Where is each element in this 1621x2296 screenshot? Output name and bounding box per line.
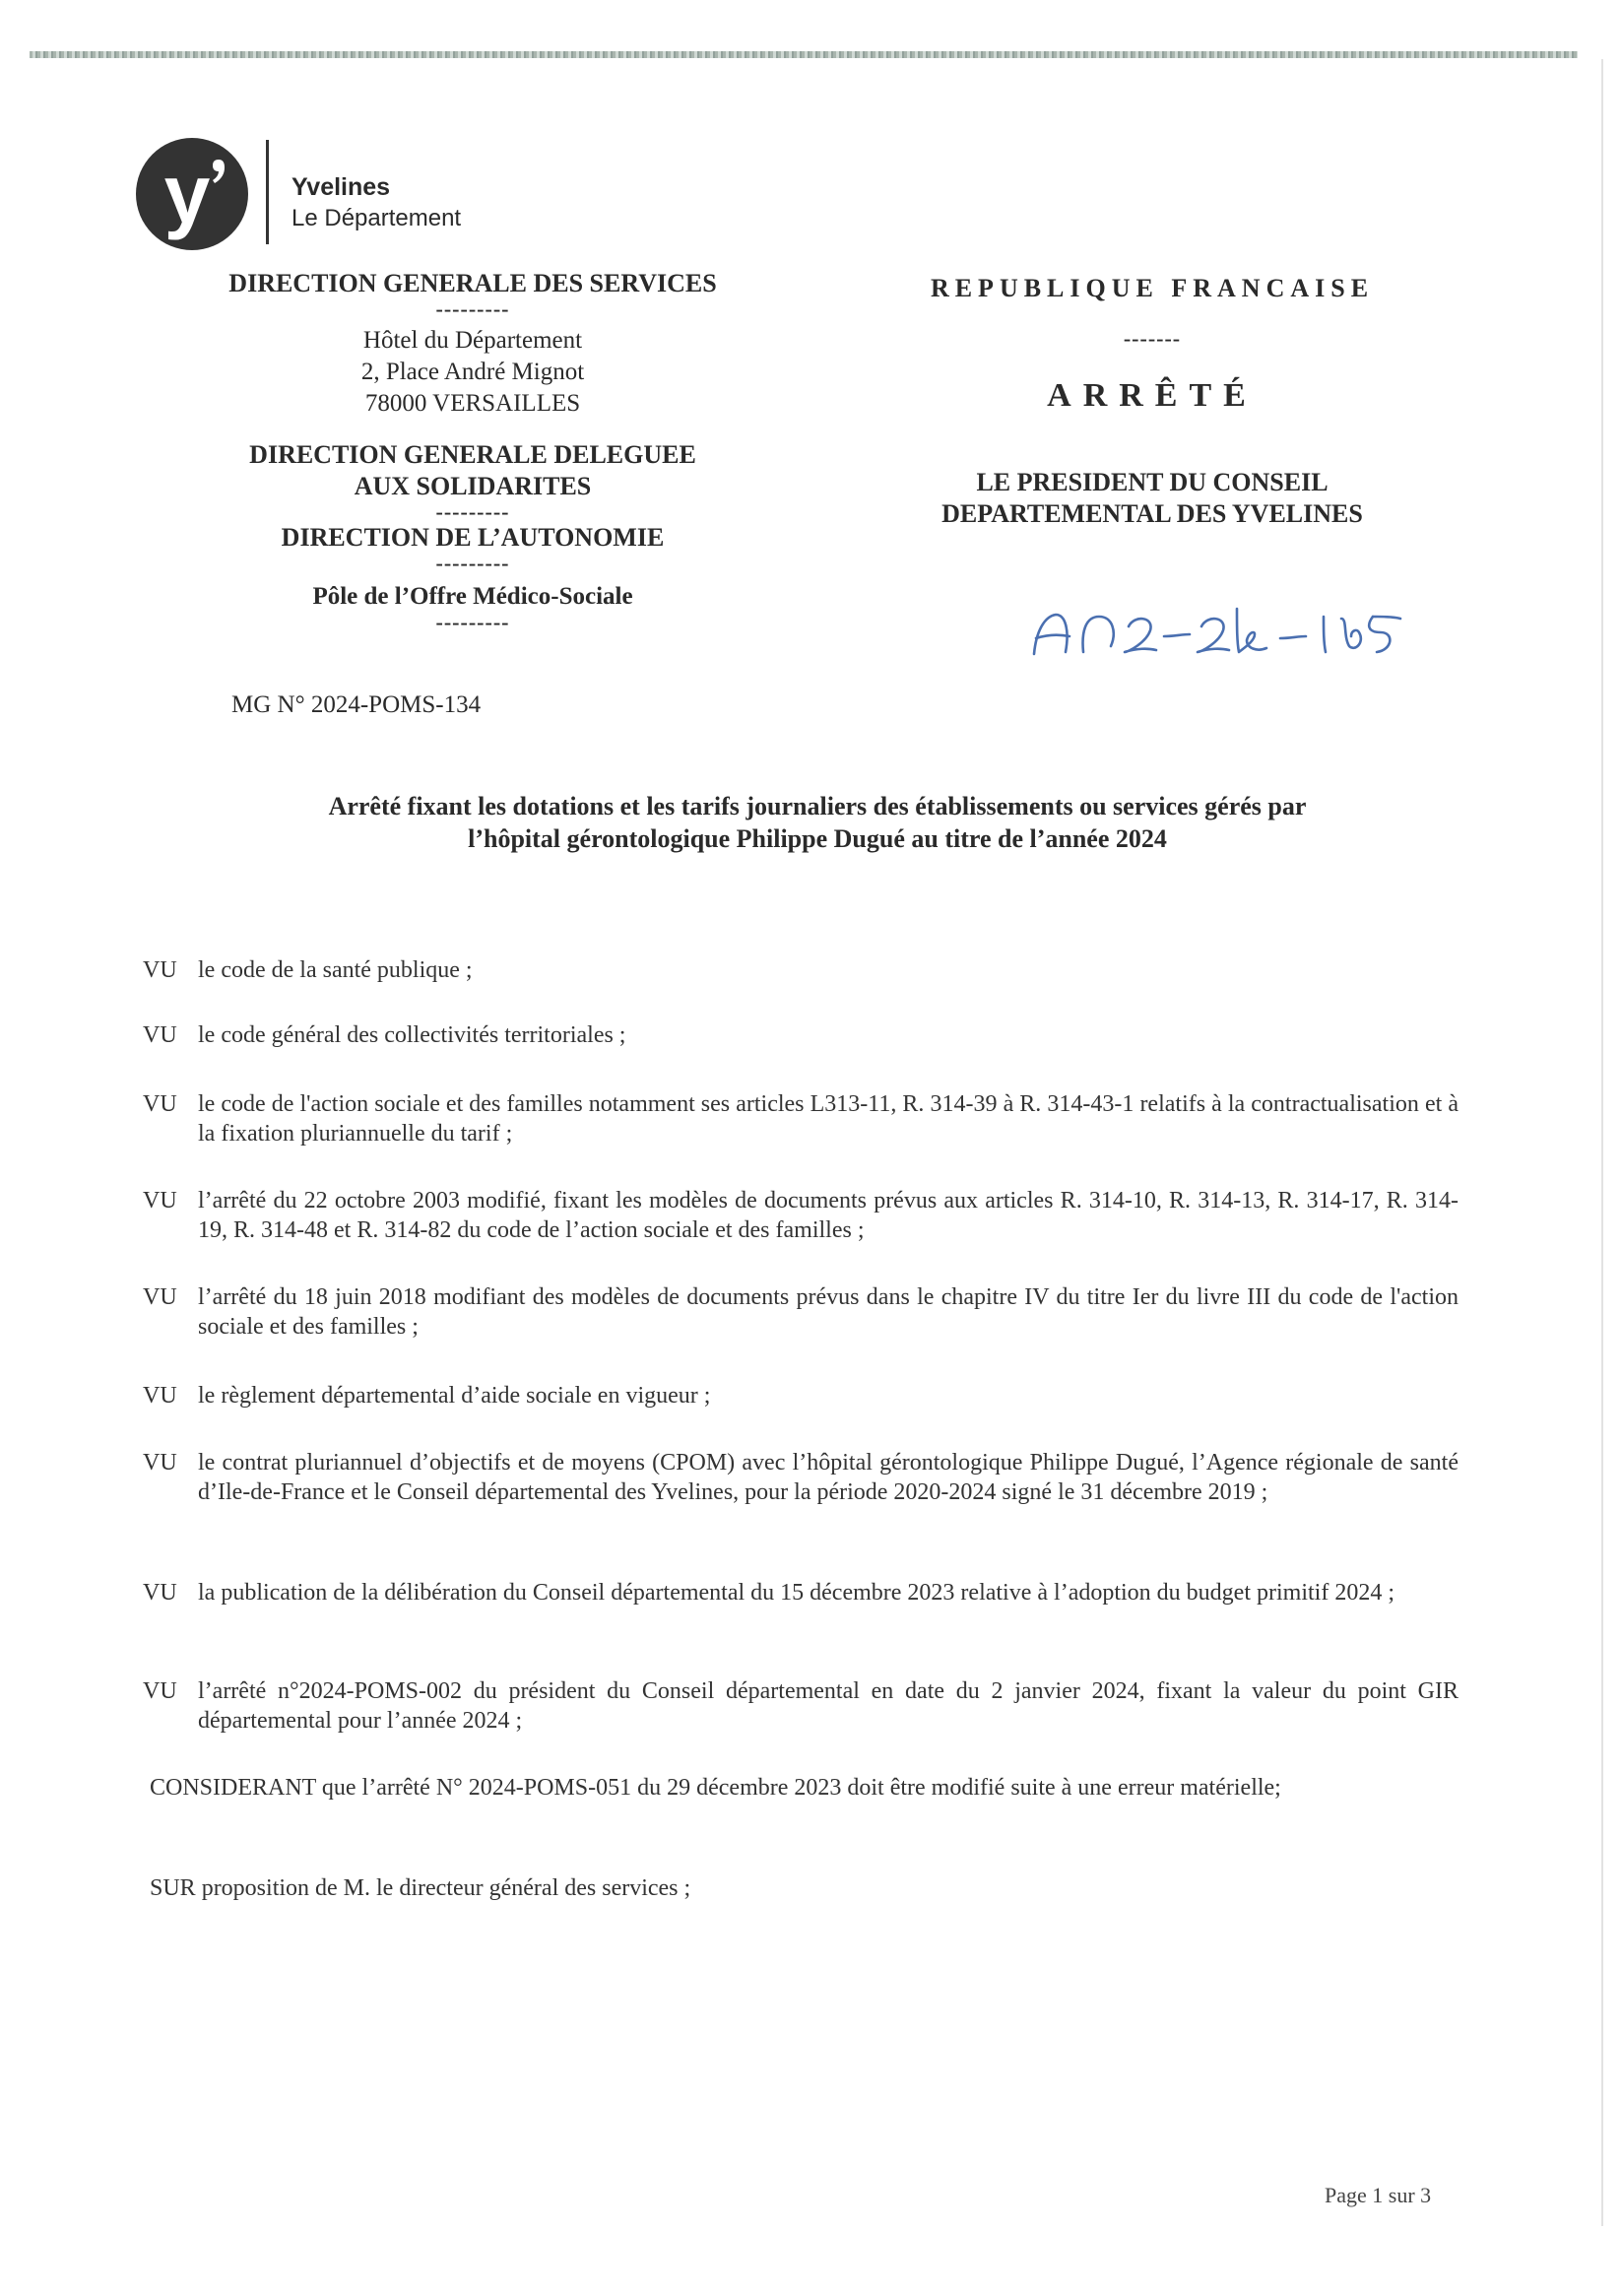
logo-name: Yvelines xyxy=(292,173,391,201)
visa-text: l’arrêté du 18 juin 2018 modifiant des modèles de documents prévus dans le chapitre IV du titre Ier du livre III du code de l'action sociale et des familles ; xyxy=(198,1284,1459,1340)
visa-text: l’arrêté du 22 octobre 2003 modifié, fixant les modèles de documents prévus aux articles R. 314-10, R. 314-13, R. 314-17, R. 314-19, R. 314-48 et R. 314-82 du code de l’action sociale et des familles ; xyxy=(198,1188,1459,1243)
president-line-2: DEPARTEMENTAL DES YVELINES xyxy=(941,499,1363,528)
vu-label: VU xyxy=(143,1284,177,1310)
address-line-3: 78000 VERSAILLES xyxy=(364,390,581,417)
visa-text: le code de la santé publique ; xyxy=(198,957,473,983)
right-header xyxy=(867,268,1438,530)
logo-subtitle: Le Département xyxy=(292,205,462,231)
dgs-heading: DIRECTION GENERALE DES SERVICES xyxy=(228,269,717,297)
separator: --------- xyxy=(435,296,510,321)
visa-text: le règlement départemental d’aide sociale en vigueur ; xyxy=(198,1383,711,1409)
document-title xyxy=(227,790,1408,855)
visa-text: le code général des collectivités territoriales ; xyxy=(198,1022,626,1048)
title-line-2: l’hôpital gérontologique Philippe Dugué au titre de l’année 2024 xyxy=(468,824,1167,853)
president-line-1: LE PRESIDENT DU CONSEIL xyxy=(976,468,1329,496)
vu-label: VU xyxy=(143,1383,177,1409)
svg-text:y: y xyxy=(163,148,211,240)
dgd-heading-line-2: AUX SOLIDARITES xyxy=(354,472,592,500)
separator: --------- xyxy=(435,551,510,575)
scan-border-top xyxy=(30,51,1578,58)
proposition-text: SUR proposition de M. le directeur général des services ; xyxy=(150,1875,691,1901)
logo-circle-icon xyxy=(136,138,248,250)
vu-label: VU xyxy=(143,1678,177,1704)
vu-label: VU xyxy=(143,1022,177,1048)
arrete-heading: ARRÊTÉ xyxy=(1047,377,1258,414)
vu-label: VU xyxy=(143,1091,177,1117)
republique-heading: REPUBLIQUE FRANCAISE xyxy=(930,274,1375,302)
dgd-heading-line-1: DIRECTION GENERALE DELEGUEE xyxy=(249,440,696,469)
logo-divider xyxy=(266,140,269,244)
separator: --------- xyxy=(435,610,510,634)
address-line-2: 2, Place André Mignot xyxy=(360,359,585,385)
reference-number: MG N° 2024-POMS-134 xyxy=(231,691,482,718)
vu-label: VU xyxy=(143,1450,177,1476)
vu-label: VU xyxy=(143,1580,177,1606)
address-line-1: Hôtel du Département xyxy=(362,327,583,354)
visa-text: l’arrêté n°2024-POMS-002 du président du Conseil départemental en date du 2 janvier 2024, fixant la valeur du point GIR départemental pour l’année 2024 ; xyxy=(198,1678,1459,1734)
scan-border-right xyxy=(1601,59,1603,2226)
left-header xyxy=(177,268,768,632)
separator: ------- xyxy=(1123,326,1182,351)
visa-text: la publication de la délibération du Conseil départemental du 15 décembre 2023 relative à l’adoption du budget primitif 2024 ; xyxy=(198,1580,1394,1606)
visa-text: le code de l'action sociale et des familles notamment ses articles L313-11, R. 314-39 à R. 314-43-1 relatifs à la contractualisation et à la fixation pluriannuelle du tarif ; xyxy=(198,1091,1459,1147)
page-number: Page 1 sur 3 xyxy=(1325,2183,1432,2207)
separator: --------- xyxy=(435,499,510,524)
title-line-1: Arrêté fixant les dotations et les tarifs journaliers des établissements ou services gérés par xyxy=(328,792,1307,820)
considerant-text: CONSIDERANT que l’arrêté N° 2024-POMS-051 du 29 décembre 2023 doit être modifié suite à une erreur matérielle; xyxy=(150,1775,1281,1801)
autonomie-heading: DIRECTION DE L’AUTONOMIE xyxy=(281,523,665,552)
pole-heading: Pôle de l’Offre Médico-Sociale xyxy=(312,583,633,610)
vu-label: VU xyxy=(143,957,177,983)
vu-label: VU xyxy=(143,1188,177,1214)
handwritten-arrete-number xyxy=(1026,603,1440,660)
visa-text: le contrat pluriannuel d’objectifs et de moyens (CPOM) avec l’hôpital gérontologique Philippe Dugué, l’Agence régionale de santé d’Ile-de-France et le Conseil départemental des Yvelines, pour la période 2020-2024 signé le 31 décembre 2019 ; xyxy=(198,1450,1459,1505)
